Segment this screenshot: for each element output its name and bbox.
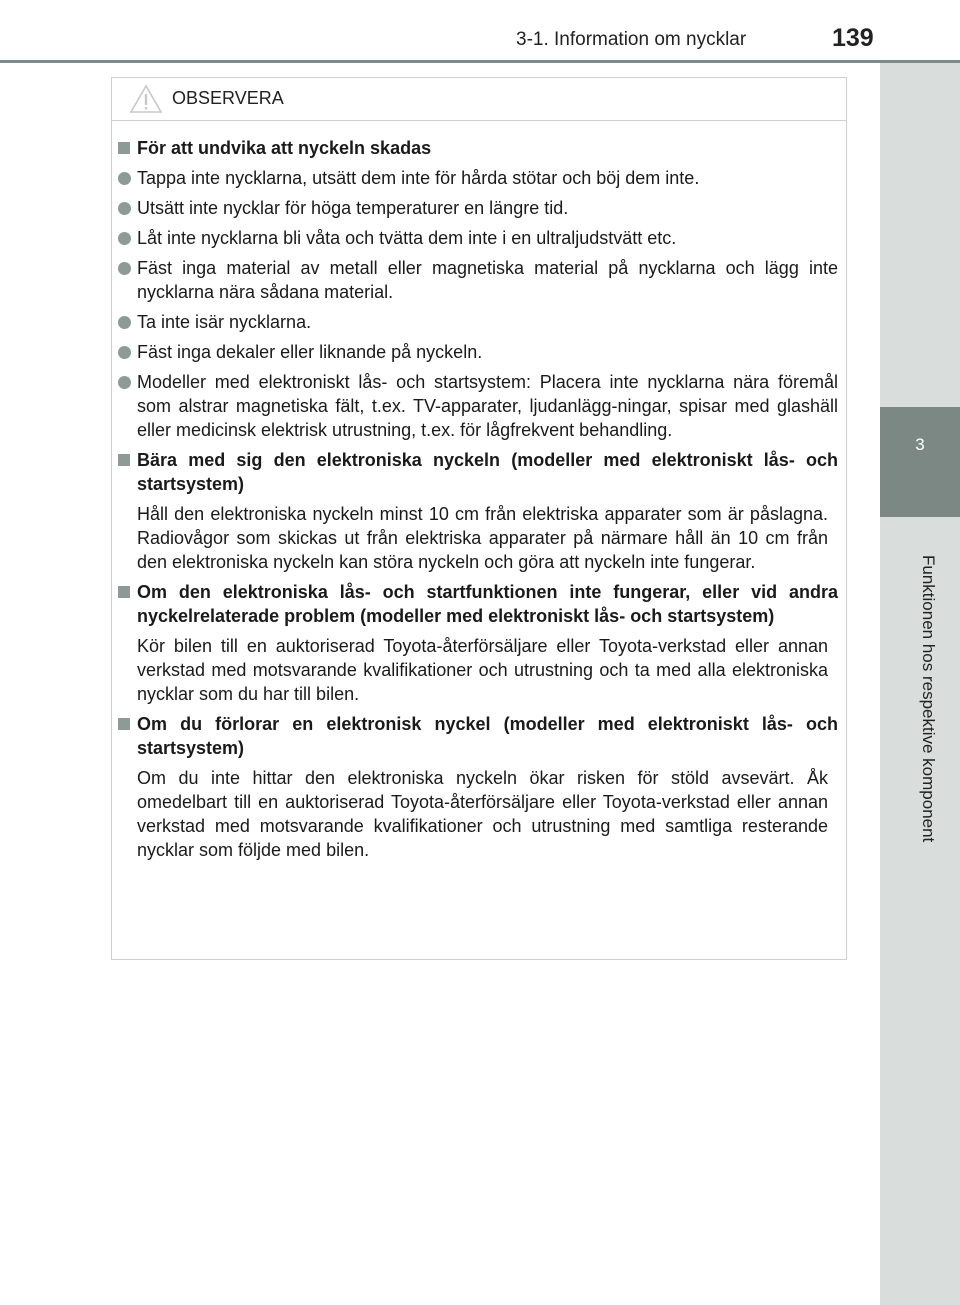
side-tab-top <box>880 63 960 396</box>
chapter-label: Funktionen hos respektive komponent <box>919 555 938 843</box>
list-item-text: Fäst inga material av metall eller magnetiska material på nycklarna och lägg inte nycklarna nära sådana material. <box>137 258 838 302</box>
round-bullet-icon <box>118 172 131 185</box>
section-paragraph: Om du inte hittar den elektroniska nyckeln ökar risken för stöld avsevärt. Åk omedelbart till en auktoriserad Toyota-återförsäljare eller Toyota-verkstad eller annan verkstad med motsvarande kvalifikationer och utrustning med samtliga resterande nycklar som följde med bilen. <box>137 768 828 860</box>
list-item-text: Utsätt inte nycklar för höga temperaturer en längre tid. <box>137 198 569 218</box>
square-bullet-icon <box>118 718 130 730</box>
list-item <box>112 196 846 220</box>
warning-triangle-icon <box>129 84 163 119</box>
section-heading <box>112 580 846 628</box>
section-heading <box>112 136 846 160</box>
section-heading-text: Bära med sig den elektroniska nyckeln (modeller med elektroniskt lås- och startsystem) <box>137 450 838 494</box>
list-item <box>112 226 846 250</box>
notice-content <box>112 136 846 868</box>
round-bullet-icon <box>118 232 131 245</box>
section-heading-text: Om den elektroniska lås- och startfunktionen inte fungerar, eller vid andra nyckelrelaterade problem (modeller med elektroniskt lås- och startsystem) <box>137 582 838 626</box>
header-rule <box>0 60 960 63</box>
round-bullet-icon <box>118 376 131 389</box>
notice-header <box>112 78 846 121</box>
page-number: 139 <box>832 24 874 52</box>
list-item-text: Låt inte nycklarna bli våta och tvätta dem inte i en ultraljudstvätt etc. <box>137 228 677 248</box>
notice-title: OBSERVERA <box>172 88 284 108</box>
list-item-text: Fäst inga dekaler eller liknande på nyckeln. <box>137 342 483 362</box>
list-item <box>112 310 846 334</box>
section-header-title: 3-1. Information om nycklar <box>516 29 747 50</box>
list-item <box>112 340 846 364</box>
round-bullet-icon <box>118 262 131 275</box>
list-item-text: Modeller med elektroniskt lås- och startsystem: Placera inte nycklarna nära föremål som alstrar magnetiska fält, t.ex. TV-apparater, ljudanlägg-ningar, spisar med glashäll eller medicinsk elektrisk utrustning, t.ex. för lågfrekvent behandling. <box>137 372 838 440</box>
chapter-side-tab <box>880 63 960 1305</box>
square-bullet-icon <box>118 454 130 466</box>
list-item <box>112 166 846 190</box>
square-bullet-icon <box>118 586 130 598</box>
round-bullet-icon <box>118 202 131 215</box>
round-bullet-icon <box>118 346 131 359</box>
section-heading-text: För att undvika att nyckeln skadas <box>137 138 432 158</box>
list-item-text: Ta inte isär nycklarna. <box>137 312 312 332</box>
chapter-number-box <box>880 407 960 517</box>
section-paragraph: Kör bilen till en auktoriserad Toyota-återförsäljare eller Toyota-verkstad eller annan verkstad med motsvarande kvalifikationer och utrustning och ta med alla elektroniska nycklar som du har till bilen. <box>137 636 828 704</box>
notice-box <box>111 77 847 960</box>
section-paragraph: Håll den elektroniska nyckeln minst 10 cm från elektriska apparater som är påslagna. Radiovågor som skickas ut från elektriska apparater på närmare håll än 10 cm från den elektroniska nyckeln kan störa nyckeln och göra att nyckeln inte fungerar. <box>137 504 828 572</box>
section-heading-text: Om du förlorar en elektronisk nyckel (modeller med elektroniskt lås- och startsystem) <box>137 714 838 758</box>
round-bullet-icon <box>118 316 131 329</box>
list-item <box>112 370 846 442</box>
chapter-number: 3 <box>915 435 925 454</box>
square-bullet-icon <box>118 142 130 154</box>
list-item-text: Tappa inte nycklarna, utsätt dem inte för hårda stötar och böj dem inte. <box>137 168 700 188</box>
section-heading <box>112 712 846 760</box>
list-item <box>112 256 846 304</box>
section-heading <box>112 448 846 496</box>
